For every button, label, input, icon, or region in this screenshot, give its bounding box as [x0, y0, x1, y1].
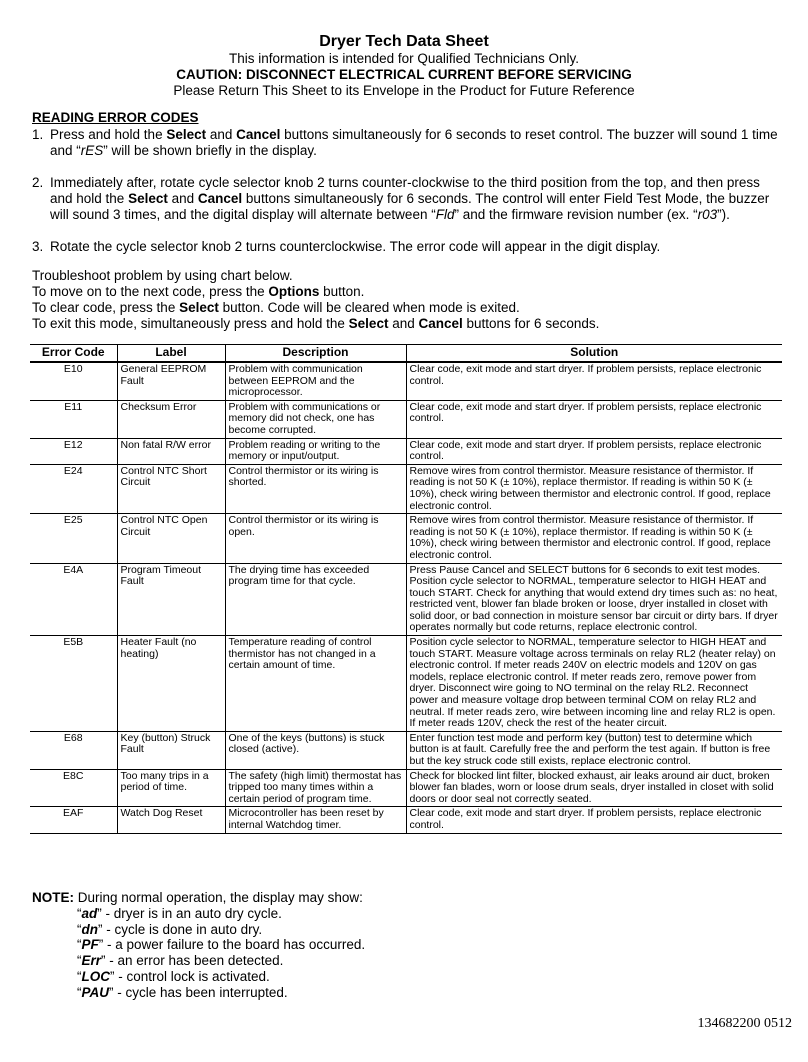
- note-label: NOTE:: [32, 890, 74, 905]
- description-cell: Control thermistor or its wiring is open.: [225, 514, 406, 563]
- table-body: [30, 362, 782, 833]
- error-code-cell: E25: [30, 514, 117, 563]
- solution-cell: Clear code, exit mode and start dryer. If problem persists, replace electronic control.: [406, 807, 782, 833]
- step-item: [32, 239, 782, 255]
- note-item: “LOC” - control lock is activated.: [77, 968, 270, 984]
- table-row: [30, 464, 782, 513]
- table-row: [30, 438, 782, 464]
- text-run: and: [167, 191, 198, 206]
- text-run: buttons for 6 seconds.: [462, 316, 600, 331]
- note-item: “PF” - a power failure to the board has occurred.: [77, 937, 366, 953]
- display-code: ad: [81, 905, 98, 921]
- label-cell: Control NTC Open Circuit: [117, 514, 225, 563]
- note-text: - cycle has been interrupted.: [113, 984, 288, 1000]
- bold-term: Select: [128, 191, 168, 206]
- step-number: 1.: [32, 127, 44, 142]
- note-items: [32, 906, 365, 1001]
- section-title: READING ERROR CODES: [32, 110, 199, 125]
- note-item: “ad” - dryer is in an auto dry cycle.: [77, 905, 282, 921]
- text-run: button.: [319, 284, 365, 299]
- text-run: Troubleshoot problem by using chart below.: [32, 268, 293, 283]
- label-cell: Non fatal R/W error: [117, 438, 225, 464]
- label-cell: Checksum Error: [117, 400, 225, 438]
- header: [0, 32, 808, 99]
- error-code-cell: E12: [30, 438, 117, 464]
- text-run: Rotate the cycle selector knob 2 turns counterclockwise. The error code will appear in the digit display.: [50, 239, 661, 254]
- error-code-cell: E5B: [30, 636, 117, 732]
- label-cell: Watch Dog Reset: [117, 807, 225, 833]
- description-cell: Problem with communication between EEPROM and the microprocessor.: [225, 362, 406, 400]
- table-row: [30, 636, 782, 732]
- text-run: Press and hold the: [50, 127, 167, 142]
- step-text: [50, 127, 782, 159]
- table-row: [30, 731, 782, 769]
- text-run: and: [206, 127, 237, 142]
- text-run: ” and the firmware revision number (ex. “: [454, 207, 698, 222]
- text-run: Immediately after, rotate cycle selector knob 2 turns counter-clockwise to the third position from the top, and then press and hold the: [50, 175, 760, 206]
- error-code-cell: E11: [30, 400, 117, 438]
- note-item: “Err” - an error has been detected.: [77, 953, 284, 969]
- solution-cell: Clear code, exit mode and start dryer. If problem persists, replace electronic control.: [406, 400, 782, 438]
- caution-notice: CAUTION: DISCONNECT ELECTRICAL CURRENT BEFORE SERVICING: [176, 67, 632, 82]
- display-code: PAU: [81, 984, 110, 1000]
- display-code: Fld: [435, 207, 455, 222]
- step-text: [50, 239, 782, 255]
- return-notice: Please Return This Sheet to its Envelope in the Product for Future Reference: [173, 83, 635, 98]
- description-cell: The safety (high limit) thermostat has tripped too many times within a certain period of program time.: [225, 769, 406, 807]
- display-code: rES: [80, 143, 104, 158]
- instruction-line: [32, 300, 782, 316]
- solution-cell: Clear code, exit mode and start dryer. If problem persists, replace electronic control.: [406, 362, 782, 400]
- label-cell: Program Timeout Fault: [117, 563, 225, 636]
- text-run: To exit this mode, simultaneously press and hold the: [32, 316, 349, 331]
- instruction-line: [32, 284, 782, 300]
- column-header: Solution: [406, 345, 782, 363]
- note-text: - a power failure to the board has occurred.: [103, 937, 366, 953]
- error-code-cell: E4A: [30, 563, 117, 636]
- note-text: - an error has been detected.: [105, 953, 284, 969]
- text-run: and: [388, 316, 419, 331]
- bold-term: Cancel: [236, 127, 281, 142]
- label-cell: Key (button) Struck Fault: [117, 731, 225, 769]
- description-cell: One of the keys (buttons) is stuck closed (active).: [225, 731, 406, 769]
- bold-term: Options: [268, 284, 320, 299]
- note-text: - dryer is in an auto dry cycle.: [101, 905, 282, 921]
- page-title: Dryer Tech Data Sheet: [319, 33, 489, 50]
- error-code-cell: E24: [30, 464, 117, 513]
- table-row: [30, 563, 782, 636]
- note-item: “PAU” - cycle has been interrupted.: [77, 984, 288, 1000]
- qualified-notice: This information is intended for Qualified Technicians Only.: [229, 51, 579, 66]
- note: [32, 890, 365, 1001]
- display-code: dn: [81, 921, 98, 937]
- bold-term: Select: [348, 316, 389, 331]
- label-cell: General EEPROM Fault: [117, 362, 225, 400]
- table-row: [30, 769, 782, 807]
- label-cell: Heater Fault (no heating): [117, 636, 225, 732]
- instructions: [32, 268, 782, 332]
- part-number: 134682200 0512: [697, 1016, 792, 1031]
- error-code-cell: E68: [30, 731, 117, 769]
- display-code: r03: [697, 207, 718, 222]
- text-run: To clear code, press the: [32, 300, 180, 315]
- text-run: buttons simultaneously for 6 seconds. The control will enter Field Test Mode, the buzzer will sound 3 times, and the digital display will alternate between “: [50, 191, 770, 222]
- description-cell: Problem with communications or memory did not check, one has become corrupted.: [225, 400, 406, 438]
- description-cell: Temperature reading of control thermistor has not changed in a certain amount of time.: [225, 636, 406, 732]
- text-run: button. Code will be cleared when mode is exited.: [218, 300, 520, 315]
- step-item: [32, 175, 782, 223]
- instruction-line: [32, 316, 782, 332]
- step-number: 2.: [32, 175, 44, 190]
- column-header: Error Code: [30, 345, 117, 363]
- bold-term: Select: [179, 300, 219, 315]
- solution-cell: Remove wires from control thermistor. Measure resistance of thermistor. If reading is not 50 K (± 10%), replace thermistor. If reading is within 50 K (± 10%), check wiring between thermistor and electronic control. If good, replace electronic control.: [406, 514, 782, 563]
- table-header-row: [30, 345, 782, 363]
- text-run: buttons simultaneously for 6 seconds to reset control. The buzzer will sound 1 time and “: [50, 127, 778, 158]
- description-cell: Problem reading or writing to the memory or input/output.: [225, 438, 406, 464]
- display-code: PF: [81, 937, 99, 953]
- table-row: [30, 514, 782, 563]
- bold-term: Select: [166, 127, 207, 142]
- text-run: ”).: [717, 207, 730, 222]
- step-text: [50, 175, 782, 223]
- bold-term: Cancel: [418, 316, 463, 331]
- error-code-table: [30, 344, 782, 834]
- note-item: “dn” - cycle is done in auto dry.: [77, 921, 263, 937]
- step-item: [32, 127, 782, 159]
- text-run: ” will be shown briefly in the display.: [103, 143, 317, 158]
- display-code: Err: [81, 953, 102, 969]
- error-code-cell: E10: [30, 362, 117, 400]
- description-cell: The drying time has exceeded program time for that cycle.: [225, 563, 406, 636]
- note-text: - cycle is done in auto dry.: [102, 921, 263, 937]
- solution-cell: Position cycle selector to NORMAL, temperature selector to HIGH HEAT and touch START. Measure voltage across terminals on relay RL2 (heater relay) on electronic control. If meter reads 240V on electric models and 120V on gas models, replace electronic control. If meter reads zero, remove power from dryer. Disconnect wire going to NO terminal on the relay RL2. Reconnect power and measure voltage drop between terminal COM on relay RL2 and neutral. If meter reads zero, wire between incoming line and relay RL2 is open. If meter reads 120V, check the rest of the heater circuit.: [406, 636, 782, 732]
- description-cell: Control thermistor or its wiring is shorted.: [225, 464, 406, 513]
- label-cell: Control NTC Short Circuit: [117, 464, 225, 513]
- instruction-line: [32, 268, 782, 284]
- note-intro-text: During normal operation, the display may show:: [74, 890, 363, 905]
- solution-cell: Enter function test mode and perform key (button) test to determine which button is at fault. Carefully free the and perform the test again. If button is free but the key struck code still exists, replace electronic control.: [406, 731, 782, 769]
- column-header: Description: [225, 345, 406, 363]
- text-run: To move on to the next code, press the: [32, 284, 269, 299]
- note-text: - control lock is activated.: [114, 968, 270, 984]
- label-cell: Too many trips in a period of time.: [117, 769, 225, 807]
- solution-cell: Press Pause Cancel and SELECT buttons for 6 seconds to exit test modes. Position cycle selector to NORMAL, temperature selector to HIGH HEAT and touch START. Check for anything that would extend dry times such as: no heat, restricted vent, blower fan blade broken or loose, dryer installed in closet with solid door, or bad connection in moisture sensor bar circuit or dirty bars. If dryer operates normally but code returns, replace electronic control.: [406, 563, 782, 636]
- solution-cell: Check for blocked lint filter, blocked exhaust, air leaks around air duct, broken blower fan blades, worn or loose drum seals, dryer installed in closet with solid doors or door seal not correctly seated.: [406, 769, 782, 807]
- solution-cell: Clear code, exit mode and start dryer. If problem persists, replace electronic control.: [406, 438, 782, 464]
- solution-cell: Remove wires from control thermistor. Measure resistance of thermistor. If reading is not 50 K (± 10%), replace thermistor. If reading is within 50 K (± 10%), check wiring between thermistor and electronic control. If good, replace electronic control.: [406, 464, 782, 513]
- error-code-cell: E8C: [30, 769, 117, 807]
- table-row: [30, 362, 782, 400]
- description-cell: Microcontroller has been reset by internal Watchdog timer.: [225, 807, 406, 833]
- error-code-cell: EAF: [30, 807, 117, 833]
- table-row: [30, 807, 782, 833]
- step-number: 3.: [32, 239, 44, 254]
- display-code: LOC: [81, 968, 110, 984]
- table-row: [30, 400, 782, 438]
- bold-term: Cancel: [197, 191, 243, 206]
- note-intro: [32, 890, 365, 906]
- steps-list: [32, 127, 782, 271]
- column-header: Label: [117, 345, 225, 363]
